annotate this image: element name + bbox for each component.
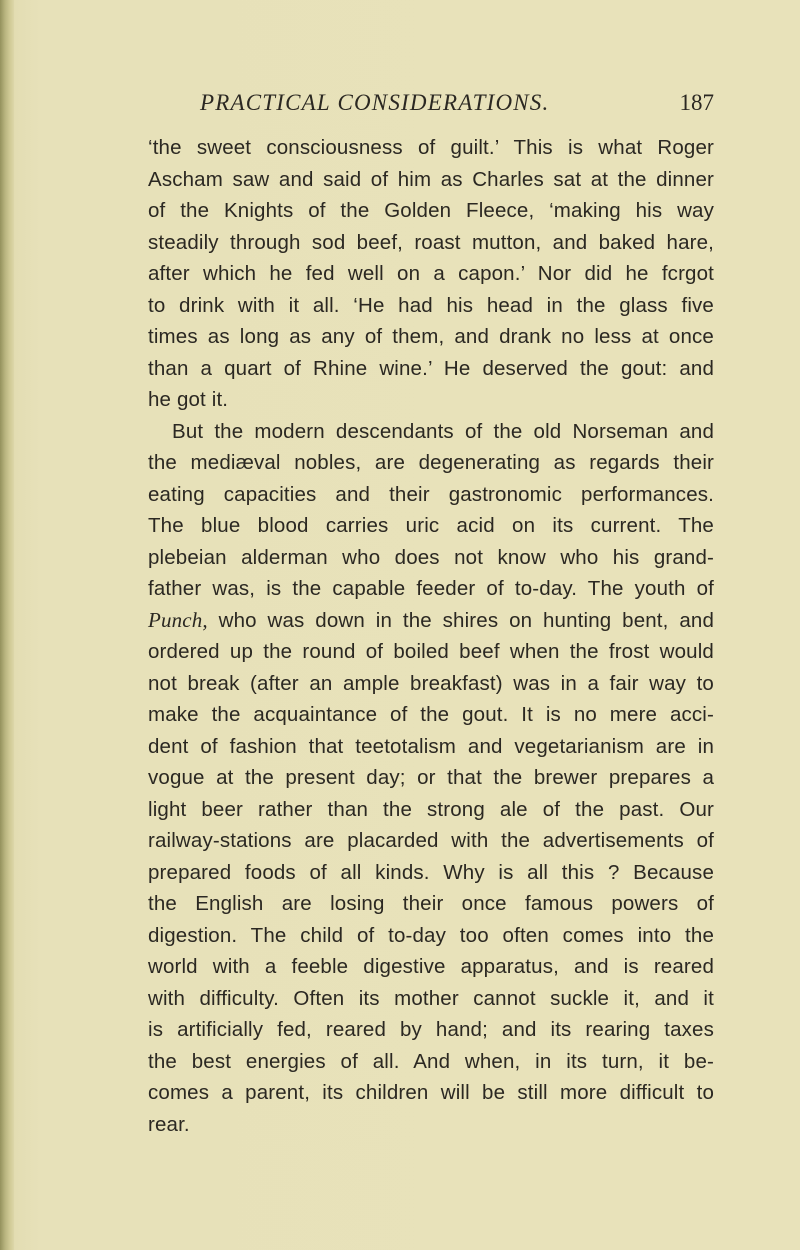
paragraph-end-line: rear.	[148, 1112, 190, 1136]
text-line: father was, is the capable feeder of to-day. The youth of	[148, 577, 714, 600]
page-number: 187	[679, 90, 714, 115]
italic-title-punch: Punch,	[148, 607, 208, 632]
text-line: ordered up the round of boiled beef when the frost would	[148, 640, 714, 663]
text-line: the mediæval nobles, are degenerating as regards their	[148, 451, 714, 474]
text-line: digestion. The child of to-day too often comes into the	[148, 923, 714, 947]
text-line: Ascham saw and said of him as Charles sat at the dinner	[148, 167, 714, 191]
text-line	[148, 605, 714, 637]
paragraph-end-line: he got it.	[148, 388, 229, 411]
text-line: the English are losing their once famous powers of	[148, 892, 714, 915]
text-line: is artificially fed, reared by hand; and its rearing taxes	[148, 1018, 714, 1041]
text-line: times as long as any of them, and drank no less at once	[148, 325, 714, 348]
text-line: steadily through sod beef, roast mutton, and baked hare,	[148, 230, 714, 254]
text-line: to drink with it all. ‘He had his head in the glass five	[148, 293, 714, 317]
running-title: PRACTICAL CONSIDERATIONS.	[200, 90, 550, 115]
text-line: prepared foods of all kinds. Why is all this ? Because	[148, 860, 714, 884]
text-line: with difficulty. Often its mother cannot suckle it, and it	[148, 986, 714, 1010]
text-line: world with a feeble digestive apparatus, and is reared	[148, 955, 714, 978]
text-line: make the acquaintance of the gout. It is no mere acci-	[148, 703, 714, 726]
text-line: after which he fed well on a capon.’ Nor did he fcrgot	[148, 262, 714, 285]
text-line: not break (after an ample breakfast) was in a fair way to	[148, 671, 714, 695]
text-line-rest: who was down in the shires on hunting bent, and	[207, 608, 714, 632]
text-line: railway-stations are placarded with the advertisements of	[148, 829, 714, 852]
paragraph-start-line: But the modern descendants of the old Norseman and	[172, 419, 714, 443]
text-line: plebeian alderman who does not know who his grand-	[148, 545, 714, 569]
text-line: ‘the sweet consciousness of guilt.’ This is what Roger	[148, 136, 714, 159]
text-line: than a quart of Rhine wine.’ He deserved the gout: and	[148, 356, 714, 380]
text-line: dent of fashion that teetotalism and vegetarianism are in	[148, 734, 714, 758]
text-line: The blue blood carries uric acid on its current. The	[148, 514, 714, 537]
text-line: eating capacities and their gastronomic performances.	[148, 482, 714, 506]
text-line: vogue at the present day; or that the brewer prepares a	[148, 766, 714, 789]
text-line: the best energies of all. And when, in its turn, it be-	[148, 1049, 714, 1073]
page-binding-edge	[0, 0, 14, 1250]
text-line: light beer rather than the strong ale of the past. Our	[148, 797, 714, 821]
body-text	[148, 132, 714, 1140]
page-header	[148, 90, 714, 124]
text-line: of the Knights of the Golden Fleece, ‘making his way	[148, 199, 714, 222]
text-line: comes a parent, its children will be still more difficult to	[148, 1081, 714, 1104]
